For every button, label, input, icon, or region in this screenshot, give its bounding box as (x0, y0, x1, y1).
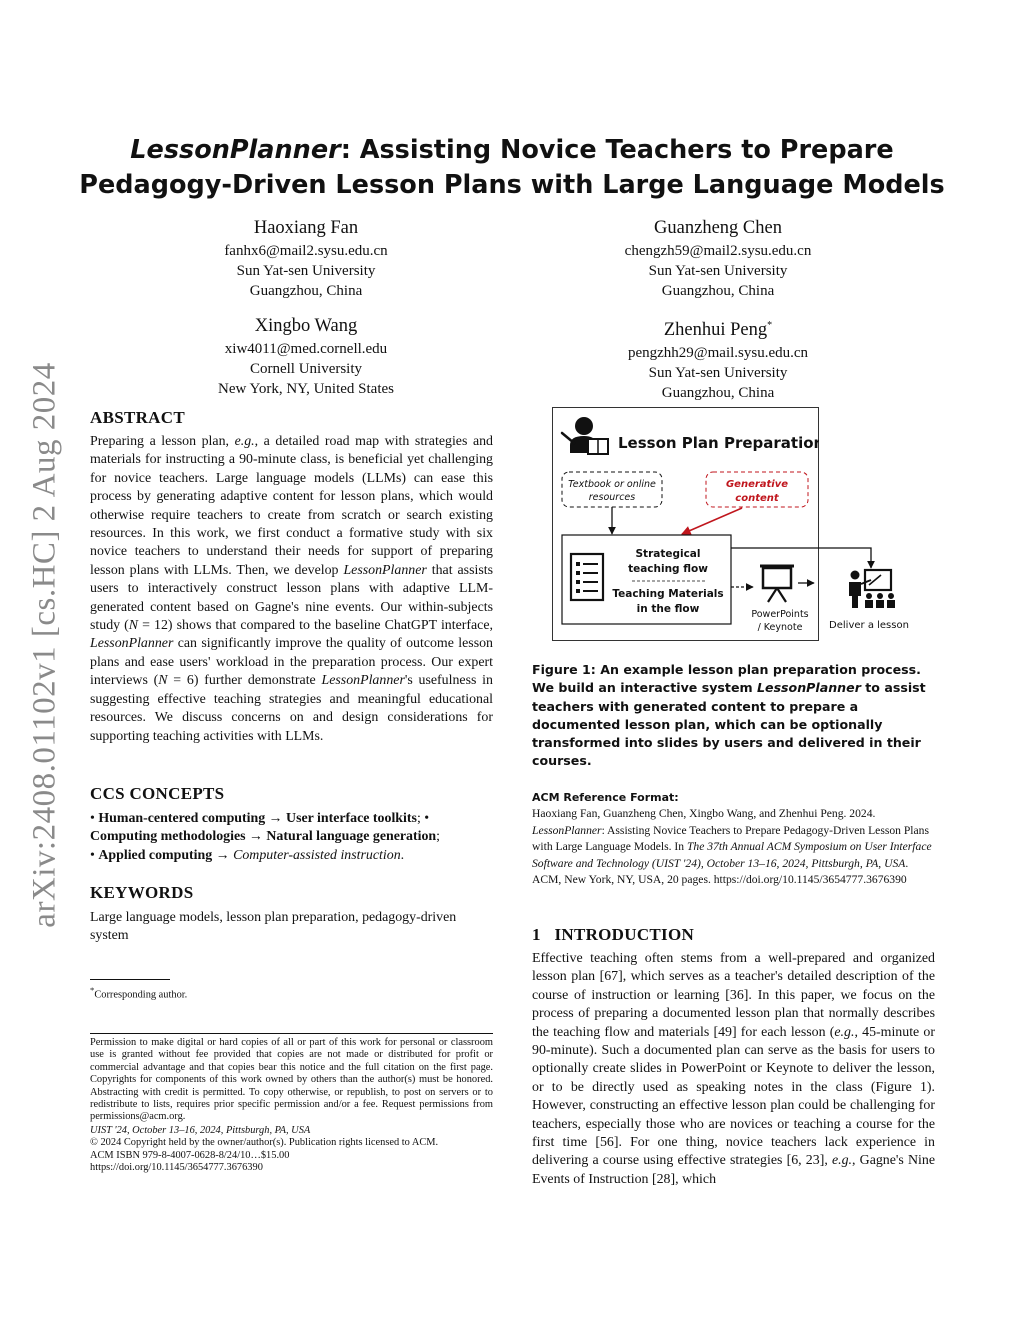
author-name: Zhenhui Peng (663, 320, 768, 341)
strategical-label-2: teaching flow (628, 563, 708, 575)
arxiv-id: arXiv:2408.01102v1 [cs.HC] 2 Aug 2024 (26, 362, 63, 928)
deliver-diagram (819, 530, 929, 640)
teacher-classroom-icon (849, 570, 895, 608)
footnote-mark: * (90, 985, 95, 995)
ccs-heading: CCS CONCEPTS (90, 784, 225, 803)
introduction-heading: 1 INTRODUCTION (532, 925, 695, 944)
author-block (146, 313, 466, 399)
author-location: Guangzhou, China (661, 283, 775, 299)
author-affiliation: Sun Yat-sen University (648, 365, 788, 382)
author-affiliation: Cornell University (249, 361, 363, 377)
title-line1: : Assisting Novice Teachers to Prepare (340, 135, 894, 165)
footnote-text: Corresponding author. (94, 989, 188, 1001)
strategical-label-1: Strategical (635, 548, 701, 560)
permission-isbn: ACM ISBN 979-8-4007-0628-8/24/10…$15.00 (90, 1149, 290, 1161)
permission-block (90, 1037, 493, 1174)
footnote (90, 984, 493, 1001)
textbook-label-1: Textbook or online (568, 479, 656, 490)
author-location: Guangzhou, China (249, 283, 363, 299)
author-name: Xingbo Wang (254, 316, 358, 336)
caption-text: Figure 1: An example lesson plan preparation process. We build an interactive system LessonPlanner to assist teachers with generated content to prepare a documented lesson plan, which can be optionally transformed into slides by users and delivered in their courses. (532, 662, 926, 769)
author-email: fanhx6@mail2.sysu.edu.cn (224, 243, 388, 259)
figure-1-diagram (552, 407, 819, 641)
author-affiliation: Sun Yat-sen University (648, 263, 788, 279)
author-affiliation: Sun Yat-sen University (236, 263, 376, 279)
corresponding-mark: * (767, 320, 773, 331)
powerpoints-label-1: PowerPoints (751, 609, 809, 620)
ccs-text: • Human-centered computing → User interface toolkits; • Computing methodologies → Natural language generation; • Applied computing → Computer-assisted instruction. (90, 811, 441, 863)
generative-label-2: content (735, 493, 779, 504)
keywords-heading: KEYWORDS (90, 883, 194, 902)
author-email: xiw4011@med.cornell.edu (224, 341, 388, 357)
author-block (558, 215, 878, 301)
title-system-name: LessonPlanner (130, 135, 341, 165)
figure-1 (552, 407, 819, 641)
deliver-label: Deliver a lesson (829, 620, 909, 631)
author-email: pengzhh29@mail.sysu.edu.cn (627, 345, 809, 362)
acm-reference (532, 790, 935, 888)
keywords-text: Large language models, lesson plan preparation, pedagogy-driven system (90, 910, 457, 944)
permission-doi: https://doi.org/10.1145/3654777.3676390 (90, 1162, 263, 1174)
author-location: New York, NY, United States (218, 381, 394, 397)
introduction-section (532, 925, 935, 1189)
permission-copyright: © 2024 Copyright held by the owner/author(s). Publication rights licensed to ACM. (90, 1137, 439, 1149)
deliver-area (819, 530, 929, 640)
permission-text: Permission to make digital or hard copies of all or part of this work for personal or classroom use is granted without fee provided that copies are not made or distributed for profit or commercial advantage and that copies bear this notice and the full citation on the first page. Copyrights for components of this work owned by others than the author(s) must be honored. Abstracting with credit is permitted. To copy otherwise, or republish, to post on servers or to redistribute to lists, requires prior specific permission and/or a fee. Request permissions from permissions@acm.org. (90, 1037, 493, 1123)
materials-label-1: Teaching Materials (612, 588, 724, 600)
reference-text: Haoxiang Fan, Guanzheng Chen, Xingbo Wang, and Zhenhui Peng. 2024. LessonPlanner: Assisting Novice Teachers to Prepare Pedagogy-Driven Lesson Plans with Large Language Models. In The 37th Annual ACM Symposium on User Interface Software and Technology (UIST '24), October 13–16, 2024, Pittsburgh, PA, USA. ACM, New York, NY, USA, 20 pages. https://doi.org/10.1145/3654777.3676390 (532, 807, 932, 887)
author-name: Guanzheng Chen (654, 218, 782, 238)
abstract-section (90, 408, 493, 746)
arxiv-sidebar (22, 355, 68, 935)
paper-title (60, 133, 964, 203)
author-location: Guangzhou, China (661, 385, 775, 402)
reference-heading: ACM Reference Format: (532, 791, 679, 804)
generative-label-1: Generative (725, 479, 789, 490)
figure-caption (532, 661, 935, 771)
author-email: chengzh59@mail2.sysu.edu.cn (624, 243, 812, 259)
document-list-icon (571, 554, 603, 600)
abstract-text: Preparing a lesson plan, e.g., a detailed road map with strategies and materials for instructing a 90-minute class, is beneficial yet challenging for novice teachers. Large language models (LLMs) can ease this process by generating adaptive content for lesson plans, which would otherwise require teachers to create from scratch or search existing resources. In this work, we first conduct a formative study with six novice teachers to understand their needs for support of preparing lesson plans with LLMs. Then, we develop LessonPlanner that assists users to interactively construct lesson plans with adaptive LLM-generated content based on Gagne's nine events. Our within-subjects study (N = 12) shows that compared to the baseline ChatGPT interface, LessonPlanner can significantly improve the quality of outcome lesson plans and ease users' workload in the preparation process. Our expert interviews (N = 6) further demonstrate LessonPlanner's usefulness in suggesting effective teaching strategies and meaningful educational resources. We discuss concerns on and design considerations for supporting teaching activities with LLMs. (90, 434, 494, 744)
materials-label-2: in the flow (636, 603, 700, 615)
author-name: Haoxiang Fan (253, 218, 359, 238)
permission-venue: UIST '24, October 13–16, 2024, Pittsburgh, PA, USA (90, 1124, 311, 1136)
keywords-section (90, 883, 493, 946)
powerpoints-label-2: / Keynote (757, 622, 803, 633)
abstract-heading: ABSTRACT (90, 408, 185, 427)
introduction-text: Effective teaching often stems from a well-prepared and organized lesson plan [67], which serves as a teacher's detailed description of the course of instruction or learning [36]. In this paper, we focus on the process of preparing a documented lesson plan that normally describes the teaching flow and materials [49] for each lesson (e.g., 45-minute or 90-minute). Such a documented plan can serve as the basis for users to optionally create slides in PowerPoint or Keynote to deliver the lesson, or to be directly used as speaking notes in the class (Figure 1). However, constructing an effective lesson plan could be challenging for teachers, especially those who are novices or teaching a course for the first time [56]. For one thing, novice teachers lack experience in delivering a course using effective strategies [6, 23], e.g., Gagne's Nine Events of Instruction [28], which (532, 951, 935, 1187)
textbook-label-2: resources (588, 492, 636, 503)
deliver-arrow-v (819, 548, 871, 568)
title-line2: Pedagogy-Driven Lesson Plans with Large Language Models (79, 170, 945, 200)
author-block (146, 215, 466, 301)
permission-rule (90, 1033, 493, 1034)
footnote-rule (90, 979, 170, 980)
ccs-section (90, 784, 493, 865)
author-block (558, 313, 878, 403)
figure-header: Lesson Plan Preparation (618, 434, 819, 452)
